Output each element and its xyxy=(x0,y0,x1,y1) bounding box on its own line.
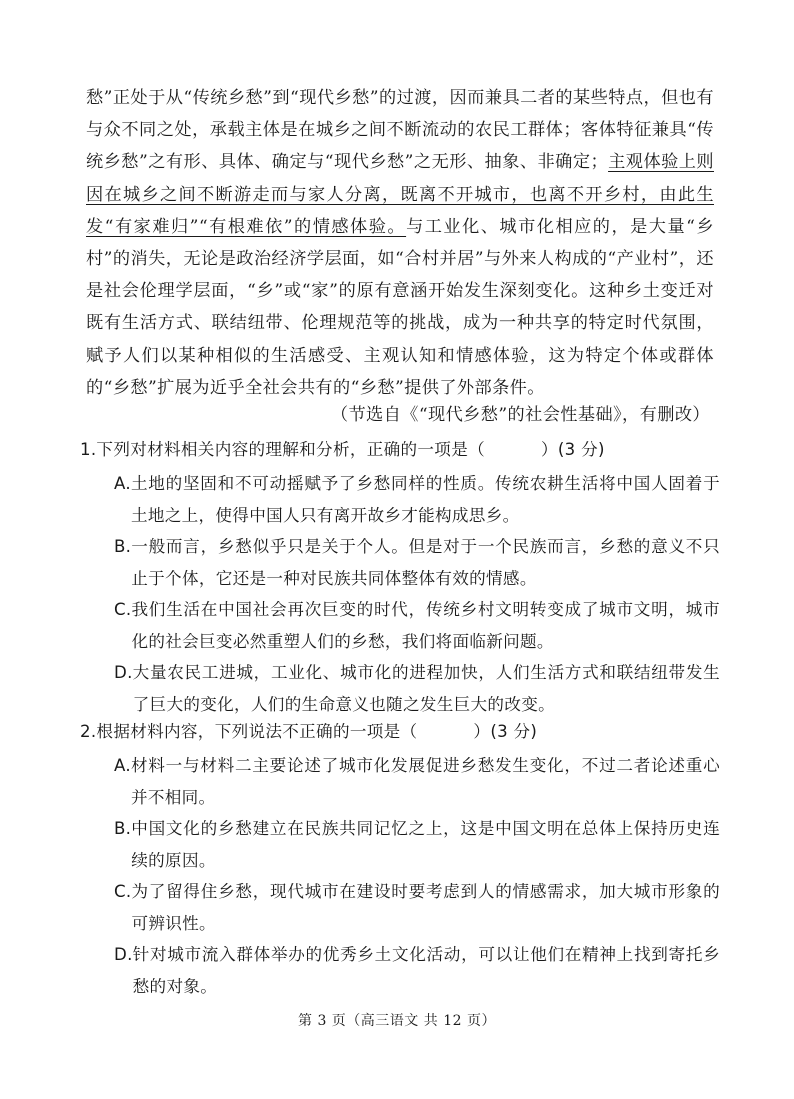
option-text: 一般而言，乡愁似乎只是关于个人。但是对于一个民族而言，乡愁的意义不只止于个体，它还是一种对民族共同体整体有效的情感。 xyxy=(131,537,720,588)
passage-text-1: 愁”正处于从“传统乡愁”到“现代乡愁”的过渡，因而兼具二者的某些特点，但也有与众不同之处，承载主体是在城乡之间不断流动的农民工群体；客体特征兼具“传统乡愁”之有形、具体、确定与“现代乡愁”之无形、抽象、非确定； xyxy=(86,88,714,173)
option-text: 为了留得住乡愁，现代城市在建设时要考虑到人的情感需求，加大城市形象的可辨识性。 xyxy=(131,882,720,933)
question-2 xyxy=(80,717,720,1002)
option-key: B. xyxy=(114,537,132,556)
option-d xyxy=(80,939,720,1002)
question-2-stem-text: 2.根据材料内容，下列说法不正确的一项是（ xyxy=(80,722,418,741)
option-text: 针对城市流入群体举办的优秀乡土文化活动，可以让他们在精神上找到寄托乡愁的对象。 xyxy=(132,945,720,996)
option-b xyxy=(80,813,720,876)
option-key: D. xyxy=(114,945,133,964)
option-text: 材料一与材料二主要论述了城市化发展促进乡愁发生变化，不过二者论述重心并不相同。 xyxy=(130,756,720,807)
passage-text-2: 与工业化、城市化相应的，是大量“乡村”的消失，无论是政治经济学层面，如“合村并居”与外来人构成的“产业村”，还是社会伦理学层面，“乡”或“家”的原有意涵开始发生深刻变化。这种乡土变迁对既有生活方式、联结纽带、伦理规范等的挑战，成为一种共享的特定时代氛围，赋予人们以某种相似的生活感受、主观认知和情感体验，这为特定个体或群体的“乡愁”扩展为近乎全社会共有的“乡愁”提供了外部条件。 xyxy=(86,216,715,398)
option-key: A. xyxy=(114,756,131,775)
option-key: C. xyxy=(114,882,132,901)
option-text: 大量农民工进城，工业化、城市化的进程加快，人们生活方式和联结纽带发生了巨大的变化，人们的生命意义也随之发生巨大的改变。 xyxy=(132,663,720,714)
option-text: 土地的坚固和不可动摇赋予了乡愁同样的性质。传统农耕生活将中国人固着于土地之上，使得中国人只有离开故乡才能构成思乡。 xyxy=(130,474,720,525)
passage-source: （节选自《“现代乡愁”的社会性基础》，有删改） xyxy=(330,405,710,425)
question-1-stem xyxy=(80,435,720,465)
option-a xyxy=(80,468,720,531)
option-key: C. xyxy=(114,600,132,619)
option-text: 我们生活在中国社会再次巨变的时代，传统乡村文明转变成了城市文明，城市化的社会巨变必然重塑人们的乡愁，我们将面临新问题。 xyxy=(131,600,720,651)
option-a xyxy=(80,750,720,813)
question-2-score: ）(3 分) xyxy=(473,722,538,741)
question-1-score: ）(3 分) xyxy=(541,440,605,459)
option-key: B. xyxy=(114,819,132,838)
option-text: 中国文化的乡愁建立在民族共同记忆之上，这是中国文明在总体上保持历史连续的原因。 xyxy=(131,819,720,870)
page-footer: 第 3 页（高三语文 共 12 页） xyxy=(298,1013,496,1029)
option-key: A. xyxy=(114,474,131,493)
passage-underlined-text: 主观体验上则因在城乡之间不断游走而与家人分离，既离不开城市，也离不开乡村，由此生发“有家难归”“有根难依”的情感体验。 xyxy=(86,152,714,237)
question-2-stem xyxy=(80,717,720,747)
question-1-stem-text: 1.下列对材料相关内容的理解和分析，正确的一项是（ xyxy=(80,440,485,459)
option-c xyxy=(80,594,720,657)
question-1 xyxy=(80,435,720,720)
option-c xyxy=(80,876,720,939)
option-d xyxy=(80,657,720,720)
reading-passage xyxy=(86,82,714,404)
option-b xyxy=(80,531,720,594)
option-key: D. xyxy=(114,663,133,682)
